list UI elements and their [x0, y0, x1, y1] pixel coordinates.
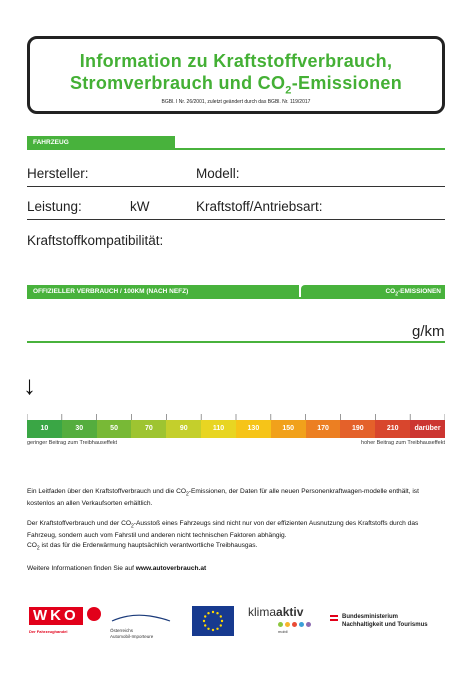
scale-band: 50: [97, 420, 132, 438]
legal-reference: BGBl. I Nr. 26/2001, zuletzt geändert durch das BGBl. Nr. 119/2017: [161, 99, 311, 105]
section-header-consumption: OFFIZIELLER VERBRAUCH / 100KM (NACH NEFZ): [27, 285, 299, 299]
co2-unit: g/km: [412, 323, 445, 340]
importers-logo: Österreichs Automobil-Importeure: [110, 610, 172, 634]
info-paragraph-3: Weitere Informationen finden Sie auf www.autoverbrauch.at: [27, 565, 207, 572]
eu-star: [212, 629, 214, 631]
eu-star: [220, 624, 222, 626]
manufacturer-label: Hersteller:: [27, 166, 89, 181]
austria-flag-icon: [330, 615, 338, 617]
power-label: Leistung:: [27, 199, 82, 214]
co2-scale: [27, 420, 445, 438]
scale-low-text: geringer Beitrag zum Treibhauseffekt: [27, 440, 118, 446]
divider-line: [27, 219, 445, 220]
scale-band: 30: [62, 420, 97, 438]
info-paragraph-1: Ein Leitfaden über den Kraftstoffverbrauch und die $CO_2$-Emissionen, der Daten für alle neuen Personenkraftwagen-modelle enthält, ist kostenlos an allen Verkaufsorten erhältlich.: [27, 488, 419, 508]
eu-star: [204, 615, 206, 617]
ministry-logo: Bundesministerium Nachhaltigkeit und Tourismus: [330, 613, 448, 637]
section-header-vehicle: FAHRZEUG: [27, 136, 175, 150]
scale-band: 190: [340, 420, 375, 438]
eu-stars-icon: [192, 606, 234, 636]
eu-star: [220, 615, 222, 617]
eu-star: [207, 628, 209, 630]
title-line-2: Stromverbrauch und $CO_2$-Emissionen: [69, 73, 403, 97]
fuel-compatibility-label: Kraftstoffkompatibilität:: [27, 233, 164, 248]
eu-star: [212, 611, 214, 613]
wko-logo: WKO Der Fahrzeughandel: [29, 607, 101, 637]
scale-band: 150: [271, 420, 306, 438]
scale-high-text: hoher Beitrag zum Treibhauseffekt: [361, 440, 445, 446]
model-label: Modell:: [196, 166, 240, 181]
wko-emblem-icon: [87, 607, 101, 621]
section-header-co2: $CO_2$-EMISSIONEN: [301, 285, 445, 299]
section-divider: [175, 148, 445, 150]
scale-band: 210: [375, 420, 410, 438]
eu-star: [204, 624, 206, 626]
klimaaktiv-dots-icon: [278, 622, 320, 627]
eu-star: [203, 620, 205, 622]
info-website-link[interactable]: www.autoverbrauch.at: [135, 565, 207, 572]
scale-band: 130: [236, 420, 271, 438]
eu-star: [216, 612, 218, 614]
fuel-type-label: Kraftstoff/Antriebsart:: [196, 199, 323, 214]
scale-band: 10: [27, 420, 62, 438]
scale-band: 170: [306, 420, 341, 438]
eu-star: [221, 620, 223, 622]
info-paragraph-2: Der Kraftstoffverbrauch und der $CO_2$-Ausstoß eines Fahrzeugs sind nicht nur von der effizienten Ausnutzung des Kraftstoffs durch das Fahrzeug, sondern auch vom Fahrstil und anderen nicht technischen Faktoren abhängig. $CO_2$ ist das für die Erderwärmung hauptsächlich verantwortliche Treibhausgas.: [27, 520, 419, 552]
klimaaktiv-logo: klimaaktiv mobil: [248, 605, 320, 639]
divider-line: [27, 186, 445, 187]
eu-star: [207, 612, 209, 614]
title-line-1: Information zu Kraftstoffverbrauch,: [79, 51, 393, 71]
car-swoosh-icon: [110, 613, 172, 623]
scale-band: darüber: [410, 420, 445, 438]
document-title: [27, 50, 445, 102]
scale-band: 110: [201, 420, 236, 438]
arrow-down-icon: ↓: [23, 370, 36, 400]
power-unit: kW: [130, 199, 150, 214]
eu-star: [216, 628, 218, 630]
eu-flag-icon: [192, 606, 234, 636]
scale-band: 70: [131, 420, 166, 438]
scale-band: 90: [166, 420, 201, 438]
consumption-line: [27, 341, 445, 343]
